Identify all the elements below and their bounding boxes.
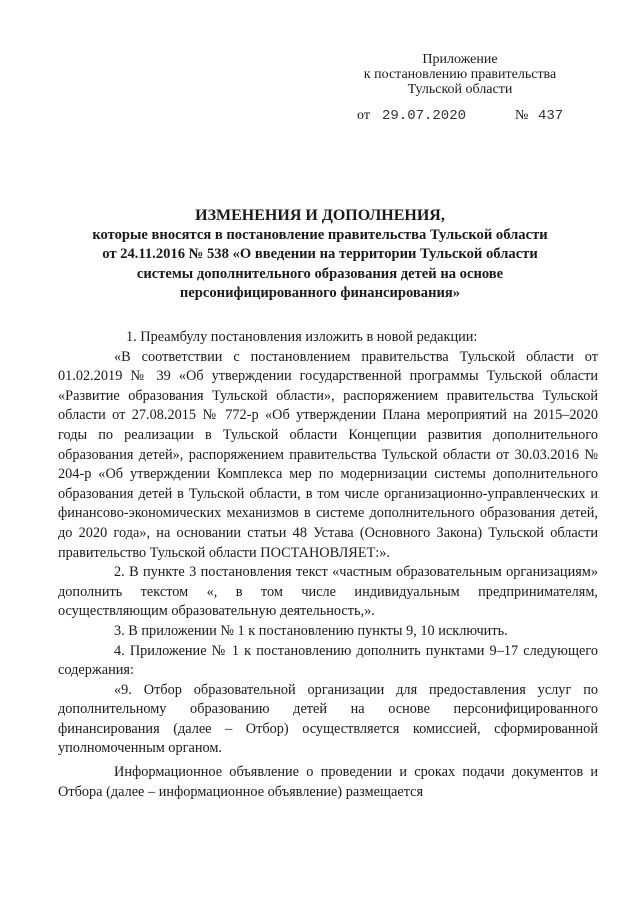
number-label: № — [515, 108, 529, 123]
annex-line-3: Тульской области — [407, 82, 513, 97]
paragraph-1: 1. Преамбулу постановления изложить в новой редакции: — [126, 329, 478, 345]
paragraph-5: 4. Приложение № 1 к постановлению дополнить пунктами 9–17 следующего содержания: — [58, 642, 598, 679]
annex-line-2: к постановлению правительства — [363, 67, 557, 82]
paragraph-7: Информационное объявление о проведении и сроках подачи документов и Отбора (далее – информационное объявление) размещается — [58, 764, 598, 800]
title-line: от 24.11.2016 № 538 «О введении на территории Тульской области — [102, 246, 538, 262]
title-line: персонифицированного финансирования» — [179, 285, 461, 301]
paragraph-2: «В соответствии с постановлением правительства Тульской области от 01.02.2019 № 39 «Об утверждении государственной программы Тульской области «Развитие образования Тульской области», распоряжением правительства Тульской области от 27.08.2015 № 772-р «Об утверждении Плана мероприятий на 2015–2020 годы по реализации в Тульской области Концепции развития дополнительного образования детей», распоряжением правительства Тульской области от 30.03.2016 № 204-р «Об утверждении Комплекса мер по модернизации системы дополнительного образования детей в Тульской области, в том числе организационно-управленческих и финансово-экономических механизмов в системе дополнительного образования детей, до 2020 года», на основании статьи 48 Устава (Основного Закона) Тульской области правительство Тульской области ПОСТАНОВЛЯЕТ:». — [58, 348, 598, 561]
paragraph-4: 3. В приложении № 1 к постановлению пункты 9, 10 исключить. — [114, 622, 508, 639]
decree-date: 29.07.2020 — [382, 108, 467, 124]
paragraph-6: «9. Отбор образовательной организации для предоставления услуг по дополнительному образованию детей на основе персонифицированного финансирования (далее – Отбор) осуществляется комиссией, сформированной уполномоченным органом. — [58, 681, 598, 757]
annex-header — [355, 52, 565, 97]
document-title — [60, 206, 580, 304]
document-body — [58, 328, 598, 802]
title-line: системы дополнительного образования детей на основе — [136, 265, 504, 282]
title-heading: ИЗМЕНЕНИЯ И ДОПОЛНЕНИЯ, — [195, 207, 445, 224]
paragraph-3: 2. В пункте 3 постановления текст «частным образовательным организациям» дополнить текстом «, в том числе индивидуальным предпринимателям, осуществляющим образовательную деятельность,». — [58, 564, 598, 620]
date-from-label: от — [357, 108, 370, 123]
annex-line-1: Приложение — [422, 52, 498, 67]
title-line: которые вносятся в постановление правительства Тульской области — [92, 226, 548, 243]
decree-number: 437 — [538, 108, 564, 124]
